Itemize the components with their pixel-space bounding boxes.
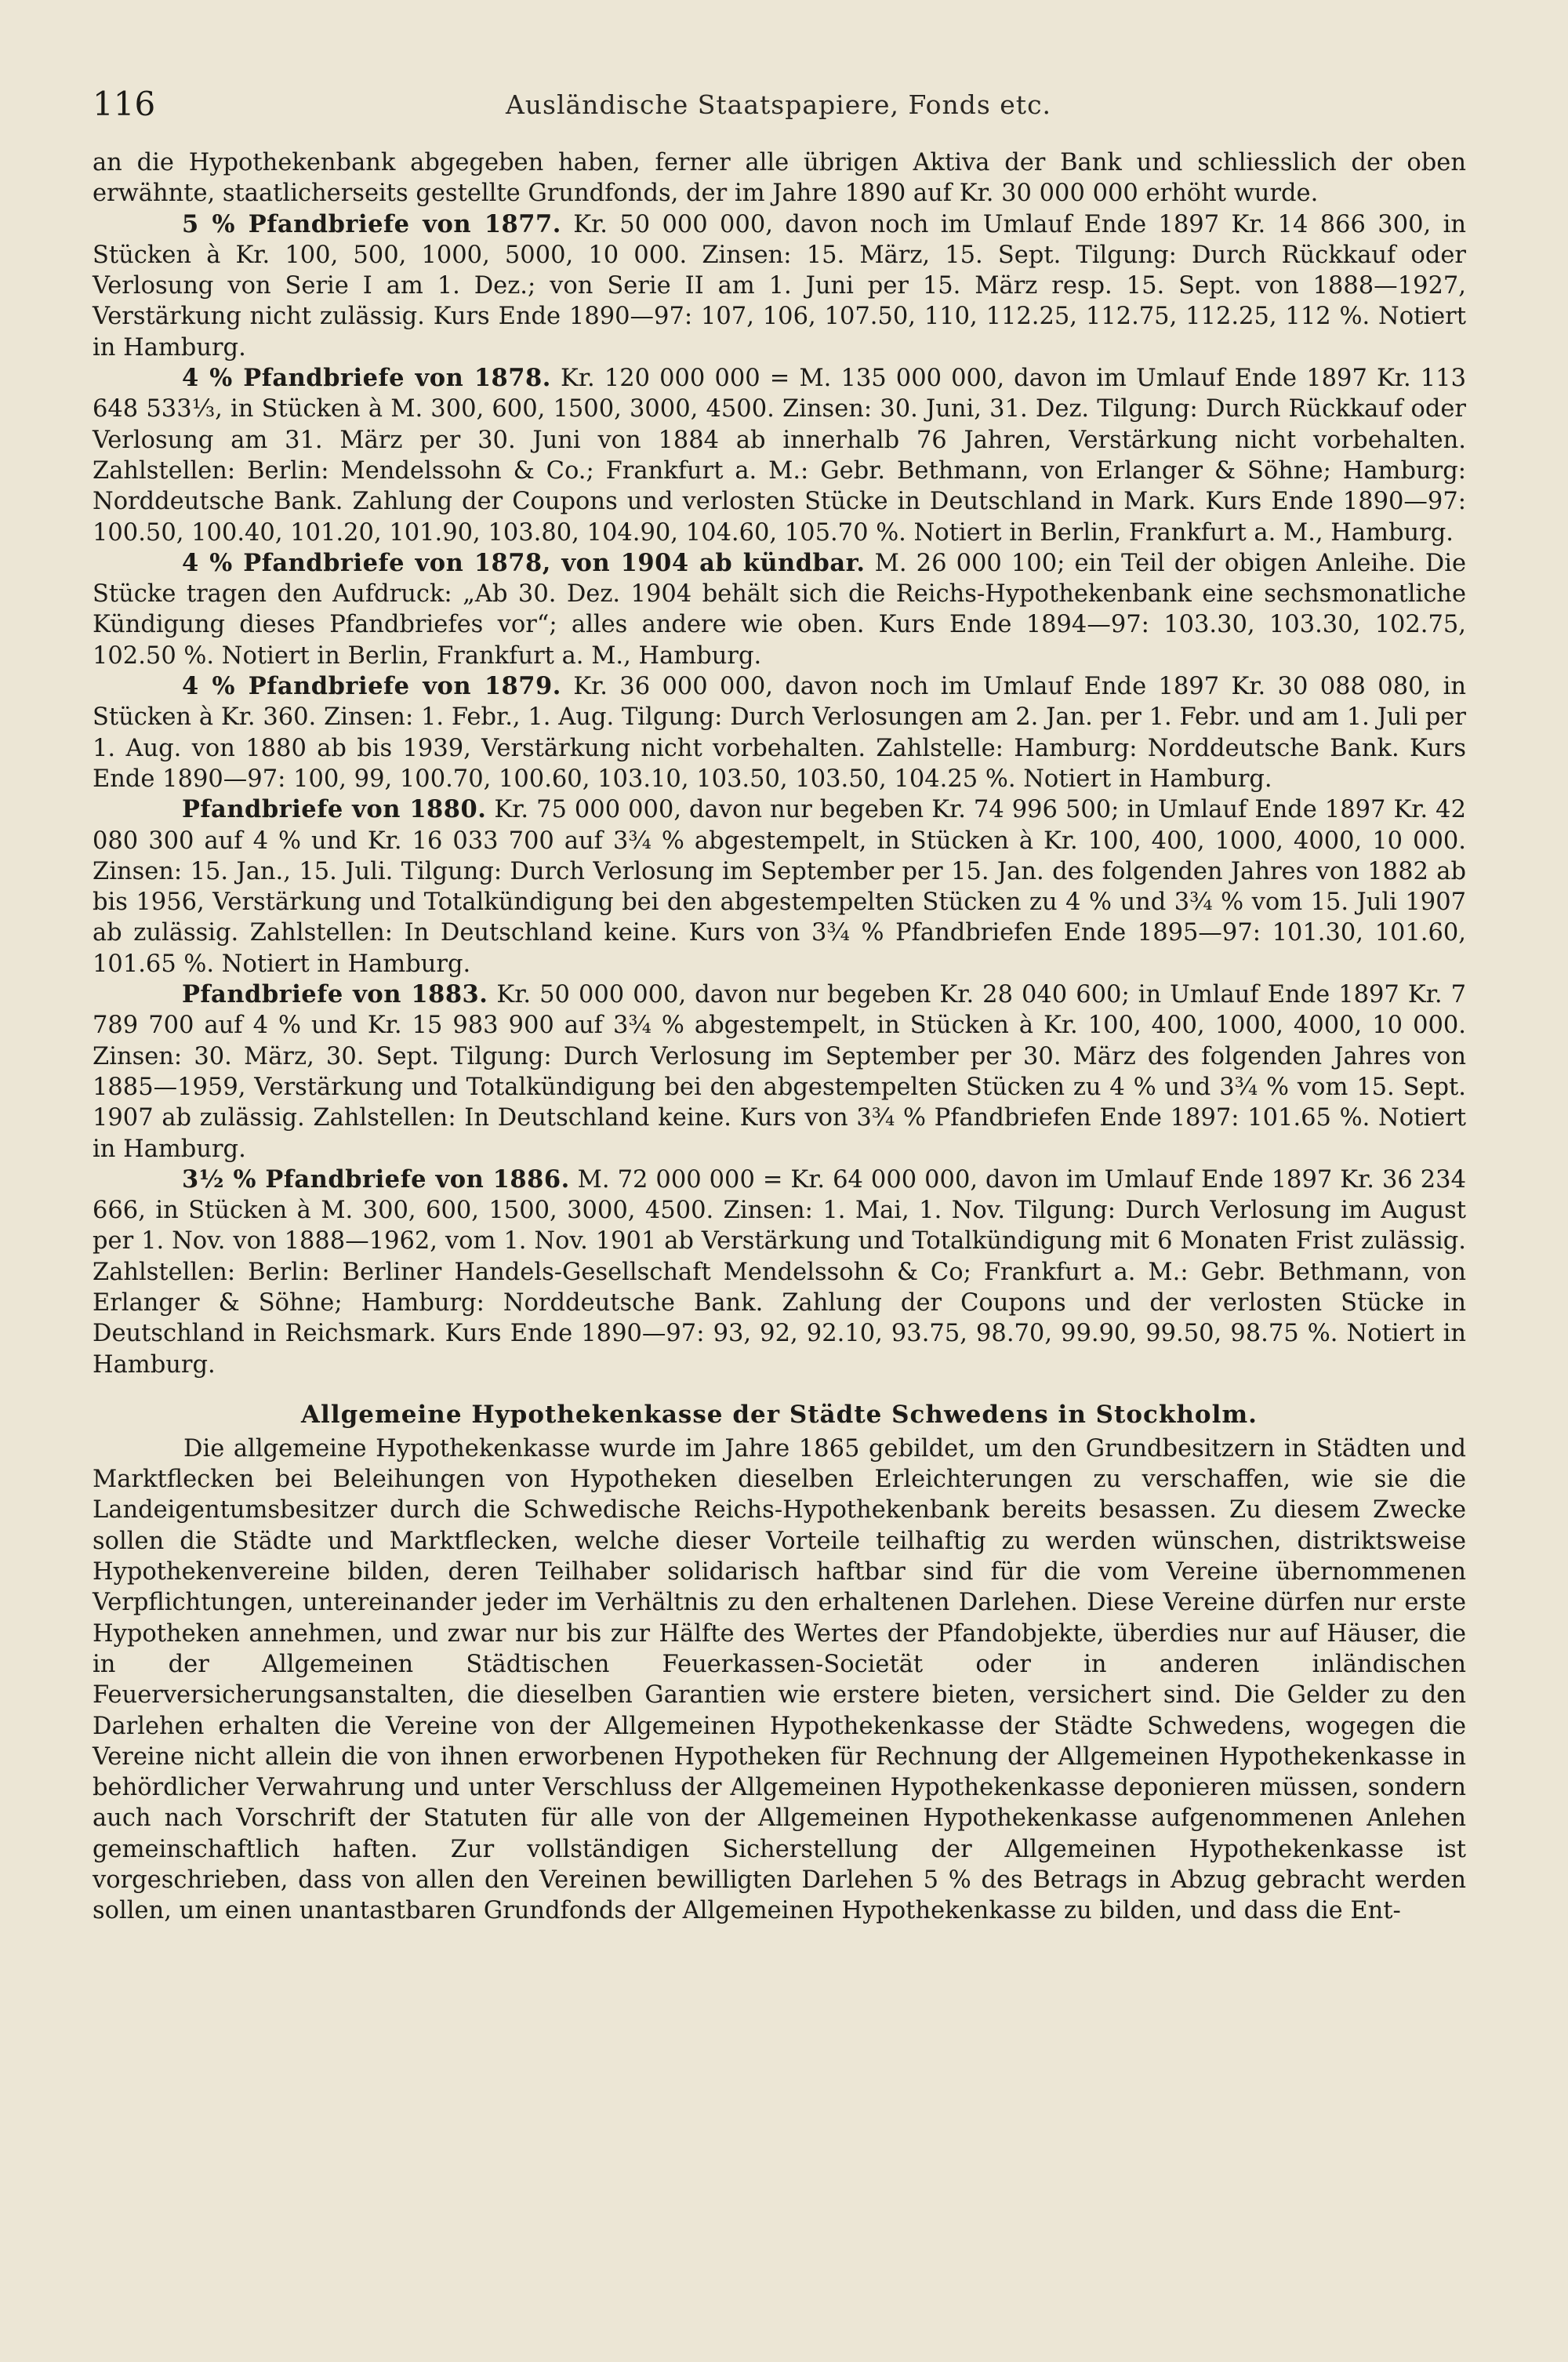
paragraph-text: an die Hypothekenbank abgegeben haben, ferner alle übrigen Aktiva der Bank und schliesslich der oben erwähnte, staatlicherseits gestellte Grundfonds, der im Jahre 1890 auf Kr. 30 000 000 erhöht wurde. [93,149,1466,208]
entry-title: 3½ % Pfandbriefe von 1886. [182,1165,570,1194]
page-number: 116 [93,85,156,123]
entry-title: 4 % Pfandbriefe von 1878. [182,364,551,393]
entry-pfandbriefe-1878-kuendbar [93,548,1466,671]
entry-text: Kr. 50 000 000, davon noch im Umlauf Ende 1897 Kr. 14 866 300, in Stücken à Kr. 100, 500, 1000, 5000, 10 000. Zinsen: 15. März, 15. Sept. Tilgung: Durch Rückkauf oder Verlosung von Serie I am 1. Dez.; von Serie II am 1. Juni per 15. März resp. 15. Sept. von 1888—1927, Verstärkung nicht zulässig. Kurs Ende 1890—97: 107, 106, 107.50, 110, 112.25, 112.75, 112.25, 112 %. Notiert in Hamburg. [93,210,1466,362]
entry-title: 4 % Pfandbriefe von 1879. [182,672,561,701]
entry-pfandbriefe-1879 [93,671,1466,794]
entry-text: M. 26 000 100; ein Teil der obigen Anleihe. Die Stücke tragen den Aufdruck: „Ab 30. Dez. 1904 behält sich die Reichs-Hypothekenbank eine sechsmonatliche Kündigung dieses Pfandbriefes vor“; alles andere wie oben. Kurs Ende 1894—97: 103.30, 103.30, 102.75, 102.50 %. Notiert in Berlin, Frankfurt a. M., Hamburg. [93,549,1466,670]
entry-text: Kr. 50 000 000, davon nur begeben Kr. 28 040 600; in Umlauf Ende 1897 Kr. 7 789 700 auf 4 % und Kr. 15 983 900 auf 3¾ % abgestempelt, in Stücken à Kr. 100, 400, 1000, 4000, 10 000. Zinsen: 30. März, 30. Sept. Tilgung: Durch Verlosung im September per 30. März des folgenden Jahres von 1885—1959, Verstärkung und Totalkündigung bei den abgestempelten Stücken zu 4 % und 3¾ % vom 15. Sept. 1907 ab zulässig. Zahlstellen: In Deutschland keine. Kurs von 3¾ % Pfandbriefen Ende 1897: 101.65 %. Notiert in Hamburg. [93,981,1466,1163]
entry-pfandbriefe-1883 [93,979,1466,1165]
entry-title: Pfandbriefe von 1883. [182,980,488,1009]
entry-pfandbriefe-1877 [93,209,1466,363]
entry-text: Kr. 75 000 000, davon nur begeben Kr. 74 996 500; in Umlauf Ende 1897 Kr. 42 080 300 auf 4 % und Kr. 16 033 700 auf 3¾ % abgestempelt, in Stücken à Kr. 100, 400, 1000, 4000, 10 000. Zinsen: 15. Jan., 15. Juli. Tilgung: Durch Verlosung im September per 15. Jan. des folgenden Jahres von 1882 ab bis 1956, Verstärkung und Totalkündigung bei den abgestempelten Stücken zu 4 % und 3¾ % vom 15. Juli 1907 ab zulässig. Zahlstellen: In Deutschland keine. Kurs von 3¾ % Pfandbriefen Ende 1895—97: 101.30, 101.60, 101.65 %. Notiert in Hamburg. [93,796,1466,978]
entry-title: Pfandbriefe von 1880. [182,795,487,824]
section-heading: Allgemeine Hypothekenkasse der Städte Schwedens in Stockholm. [301,1400,1258,1429]
entry-title: 5 % Pfandbriefe von 1877. [182,209,561,238]
paragraph-continuation [93,147,1466,209]
page-header [93,85,1465,132]
section-paragraph [93,1434,1466,1927]
entry-pfandbriefe-1880 [93,794,1466,979]
page-body [93,147,1466,1927]
running-head: Ausländische Staatspapiere, Fonds etc. [505,89,1052,120]
entry-pfandbriefe-1886 [93,1165,1466,1380]
entry-pfandbriefe-1878 [93,363,1466,548]
entry-text: Kr. 36 000 000, davon noch im Umlauf Ende 1897 Kr. 30 088 080, in Stücken à Kr. 360. Zinsen: 1. Febr., 1. Aug. Tilgung: Durch Verlosungen am 2. Jan. per 1. Febr. und am 1. Juli per 1. Aug. von 1880 ab bis 1939, Verstärkung nicht vorbehalten. Zahlstelle: Hamburg: Norddeutsche Bank. Kurs Ende 1890—97: 100, 99, 100.70, 100.60, 103.10, 103.50, 103.50, 104.25 %. Notiert in Hamburg. [93,673,1466,793]
entry-title: 4 % Pfandbriefe von 1878, von 1904 ab kündbar. [182,548,866,577]
entry-text: M. 72 000 000 = Kr. 64 000 000, davon im Umlauf Ende 1897 Kr. 36 234 666, in Stücken à M. 300, 600, 1500, 3000, 4500. Zinsen: 1. Mai, 1. Nov. Tilgung: Durch Verlosung im August per 1. Nov. von 1888—1962, vom 1. Nov. 1901 ab Verstärkung und Totalkündigung mit 6 Monaten Frist zulässig. Zahlstellen: Berlin: Berliner Handels-Gesellschaft Mendelssohn & Co; Frankfurt a. M.: Gebr. Bethmann, von Erlanger & Söhne; Hamburg: Norddeutsche Bank. Zahlung der Coupons und der verlosten Stücke in Deutschland in Reichsmark. Kurs Ende 1890—97: 93, 92, 92.10, 93.75, 98.70, 99.90, 99.50, 98.75 %. Notiert in Hamburg. [93,1165,1466,1379]
section-text: Die allgemeine Hypothekenkasse wurde im Jahre 1865 gebildet, um den Grundbesitzern in Städten und Marktflecken bei Beleihungen von Hypotheken dieselben Erleichterungen zu verschaffen, wie sie die Landeigentumsbesitzer durch die Schwedische Reichs-Hypothekenbank bereits besassen. Zu diesem Zwecke sollen die Städte und Marktflecken, welche dieser Vorteile teilhaftig zu werden wünschen, distriktsweise Hypothekenvereine bilden, deren Teilhaber solidarisch haftbar sind für die vom Vereine übernommenen Verpflichtungen, untereinander jeder im Verhältnis zu den erhaltenen Darlehen. Diese Vereine dürfen nur erste Hypotheken annehmen, und zwar nur bis zur Hälfte des Wertes der Pfandobjekte, überdies nur auf Häuser, die in der Allgemeinen Städtischen Feuerkassen-Societät oder in anderen inländischen Feuerversicherungsanstalten, die dieselben Garantien wie erstere bieten, versichert sind. Die Gelder zu den Darlehen erhalten die Vereine von der Allgemeinen Hypothekenkasse der Städte Schwedens, wogegen die Vereine nicht allein die von ihnen erworbenen Hypotheken für Rechnung der Allgemeinen Hypothekenkasse in behördlicher Verwahrung und unter Verschluss der Allgemeinen Hypothekenkasse deponieren müssen, sondern auch nach Vorschrift der Statuten für alle von der Allgemeinen Hypothekenkasse aufgenommenen Anlehen gemeinschaftlich haften. Zur vollständigen Sicherstellung der Allgemeinen Hypothekenkasse ist vorgeschrieben, dass von allen den Vereinen bewilligten Darlehen 5 % des Betrags in Abzug gebracht werden sollen, um einen unantastbaren Grundfonds der Allgemeinen Hypothekenkasse zu bilden, und dass die Ent- [93,1434,1466,1925]
entry-text: Kr. 120 000 000 = M. 135 000 000, davon im Umlauf Ende 1897 Kr. 113 648 533⅓, in Stücken à M. 300, 600, 1500, 3000, 4500. Zinsen: 30. Juni, 31. Dez. Tilgung: Durch Rückkauf oder Verlosung am 31. März per 30. Juni von 1884 ab innerhalb 76 Jahren, Verstärkung nicht vorbehalten. Zahlstellen: Berlin: Mendelssohn & Co.; Frankfurt a. M.: Gebr. Bethmann, von Erlanger & Söhne; Hamburg: Norddeutsche Bank. Zahlung der Coupons und verlosten Stücke in Deutschland in Mark. Kurs Ende 1890—97: 100.50, 100.40, 101.20, 101.90, 103.80, 104.90, 104.60, 105.70 %. Notiert in Berlin, Frankfurt a. M., Hamburg. [93,365,1466,547]
